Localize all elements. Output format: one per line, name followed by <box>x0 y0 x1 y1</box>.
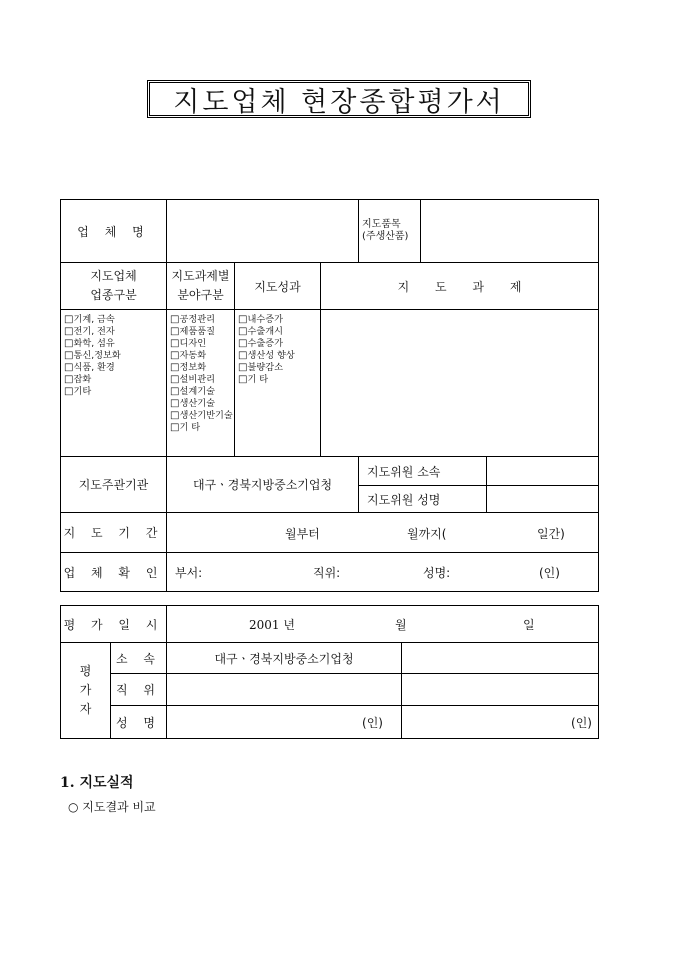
confirm-label: 업 체 확 인 <box>61 553 167 592</box>
outcome-label: 지도성과 <box>235 263 321 310</box>
document-title: 지도업체 현장종합평가서 <box>173 86 505 118</box>
field-option[interactable]: □ 디자인 <box>170 338 231 350</box>
product-field[interactable] <box>421 200 599 263</box>
eval-affiliation-value: 대구ㆍ경북지방중소기업청 <box>167 643 402 674</box>
name-label: 성명: <box>423 566 451 580</box>
eval-year: 2001 년 <box>249 618 295 632</box>
eval-name-label: 성 명 <box>111 706 167 739</box>
agency-label: 지도주관기관 <box>61 457 167 513</box>
industry-option[interactable]: □ 기계, 금속 <box>64 314 163 326</box>
evaluation-table <box>60 605 599 739</box>
section-subheading: ○ 지도결과 비교 <box>68 800 156 814</box>
industry-option[interactable]: □ 잡화 <box>64 374 163 386</box>
dept-label: 부서: <box>175 566 203 580</box>
field-option[interactable]: □ 설비관리 <box>170 374 231 386</box>
field-option[interactable]: □ 기 타 <box>170 422 231 434</box>
field-option[interactable]: □ 생산기반기술 <box>170 410 231 422</box>
field-option[interactable]: □ 공정관리 <box>170 314 231 326</box>
product-label: 지도품목 (주생산품) <box>359 200 421 263</box>
period-from: 월부터 <box>285 526 320 541</box>
industry-option[interactable]: □ 화학, 섬유 <box>64 338 163 350</box>
field-option[interactable]: □ 정보화 <box>170 362 231 374</box>
company-name-field[interactable] <box>167 200 359 263</box>
outcome-option[interactable]: □ 내수증가 <box>238 314 317 326</box>
field-option[interactable]: □ 자동화 <box>170 350 231 362</box>
field-option[interactable]: □ 생산기술 <box>170 398 231 410</box>
confirm-field[interactable] <box>167 553 599 592</box>
period-label: 지 도 기 간 <box>61 513 167 553</box>
outcome-option[interactable]: □ 불량감소 <box>238 362 317 374</box>
task-field[interactable] <box>321 310 599 457</box>
agency-value: 대구ㆍ경북지방중소기업청 <box>167 457 359 513</box>
outcome-option[interactable]: □ 기 타 <box>238 374 317 386</box>
field-type-label: 지도과제별 분야구분 <box>167 263 235 310</box>
position-label: 직위: <box>313 566 341 580</box>
field-option[interactable]: □ 설계기술 <box>170 386 231 398</box>
outcome-options[interactable] <box>235 310 321 457</box>
advisor-org-label: 지도위원 소속 <box>359 457 487 486</box>
eval-date-label: 평 가 일 시 <box>61 606 167 643</box>
industry-option[interactable]: □ 식품, 환경 <box>64 362 163 374</box>
eval-seal-1[interactable]: (인) <box>167 706 402 739</box>
company-name-label: 업 체 명 <box>61 200 167 263</box>
advisor-name-label: 지도위원 성명 <box>359 486 487 513</box>
eval-position-field-2[interactable] <box>402 674 599 706</box>
industry-options[interactable] <box>61 310 167 457</box>
field-option[interactable]: □ 제품품질 <box>170 326 231 338</box>
advisor-name-field[interactable] <box>487 486 599 513</box>
eval-seal-2[interactable]: (인) <box>402 706 599 739</box>
evaluator-label: 평 가 자 <box>61 643 111 739</box>
industry-option[interactable]: □ 통신,정보화 <box>64 350 163 362</box>
confirm-seal: (인) <box>539 566 560 580</box>
period-to: 월까지( <box>407 526 447 541</box>
company-info-table <box>60 199 599 592</box>
section-heading: 1. 지도실적 <box>60 775 134 791</box>
outcome-option[interactable]: □ 수출개시 <box>238 326 317 338</box>
field-options[interactable] <box>167 310 235 457</box>
outcome-option[interactable]: □ 수출증가 <box>238 338 317 350</box>
eval-position-label: 직 위 <box>111 674 167 706</box>
period-field[interactable] <box>167 513 599 553</box>
industry-option[interactable]: □ 기타 <box>64 386 163 398</box>
document-title-box <box>147 80 531 118</box>
eval-affiliation-field-2[interactable] <box>402 643 599 674</box>
task-label: 지 도 과 제 <box>321 263 599 310</box>
outcome-option[interactable]: □ 생산성 향상 <box>238 350 317 362</box>
eval-position-field-1[interactable] <box>167 674 402 706</box>
industry-option[interactable]: □ 전기, 전자 <box>64 326 163 338</box>
eval-affiliation-label: 소 속 <box>111 643 167 674</box>
advisor-org-field[interactable] <box>487 457 599 486</box>
eval-day: 일 <box>523 618 535 632</box>
industry-type-label: 지도업체 업종구분 <box>61 263 167 310</box>
eval-date-field[interactable] <box>167 606 599 643</box>
eval-month: 월 <box>395 618 407 632</box>
period-days: 일간) <box>537 526 565 541</box>
